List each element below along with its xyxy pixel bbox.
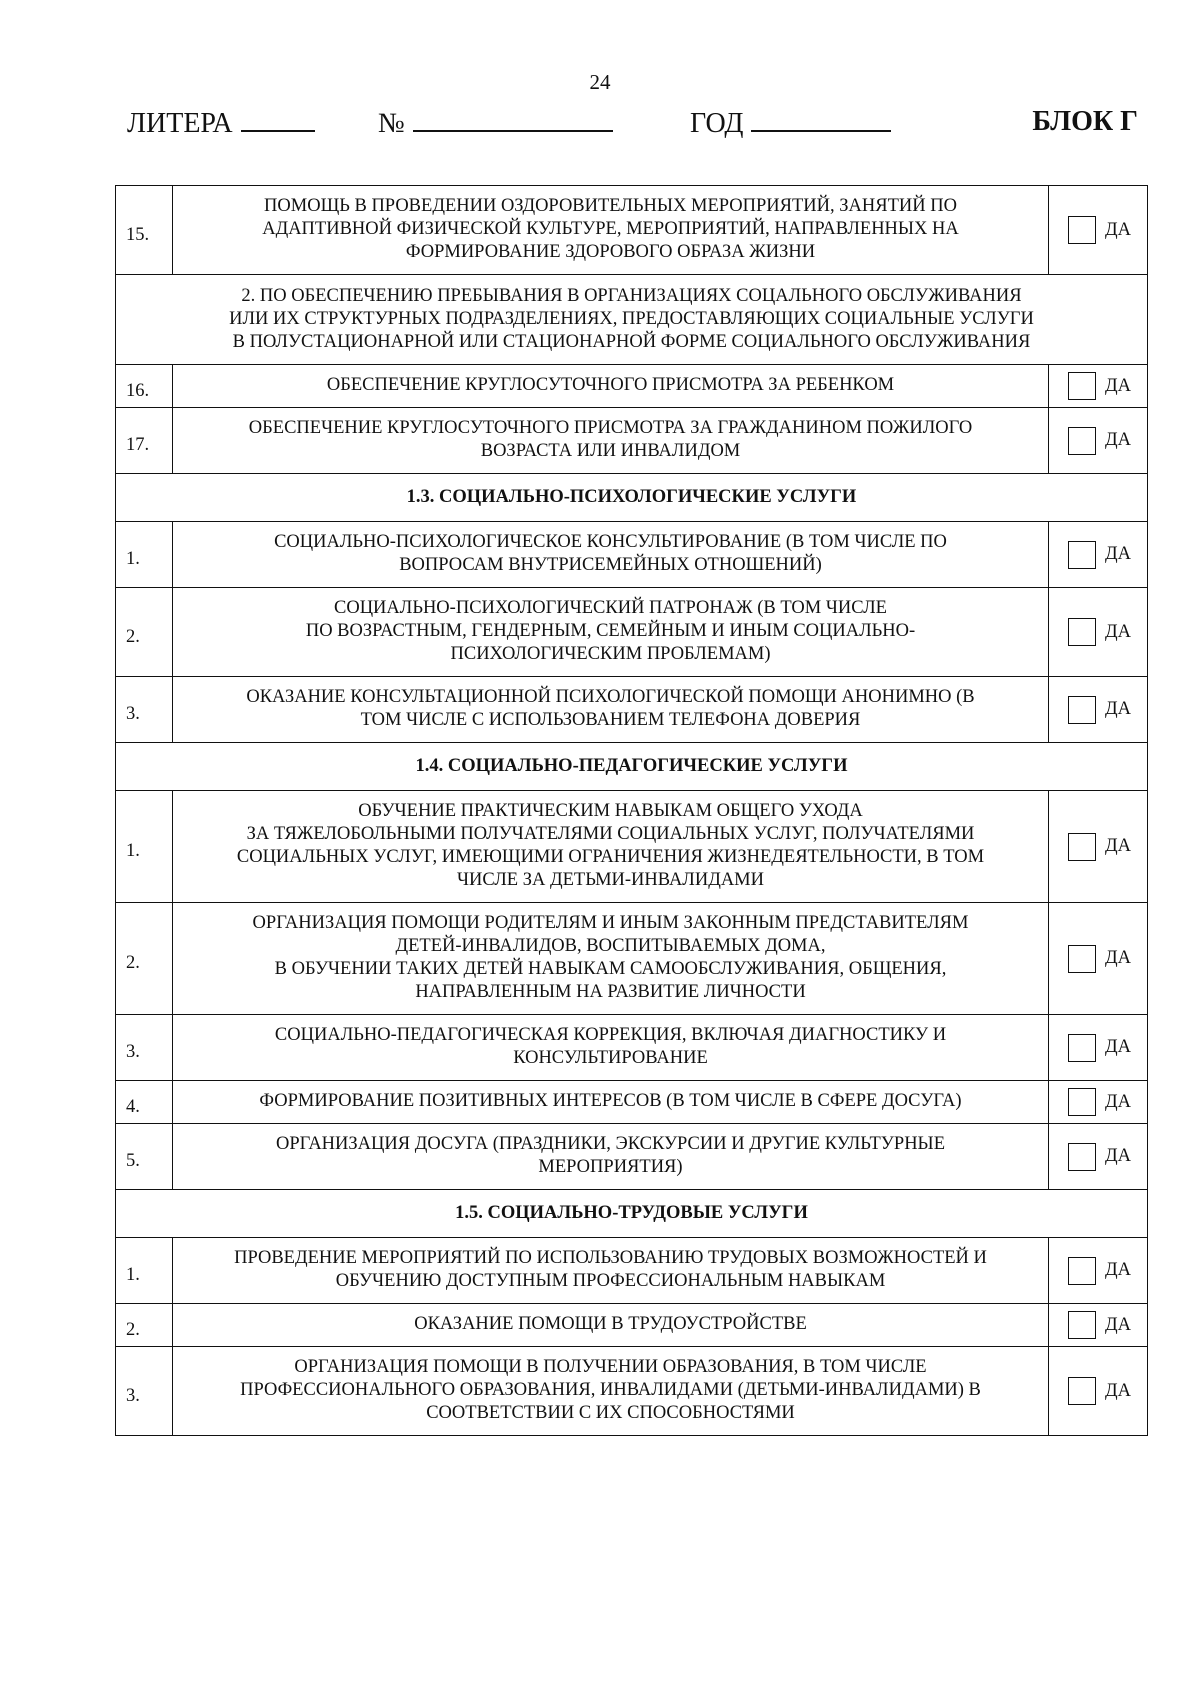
service-row — [116, 186, 1148, 275]
section-title-line: 1.3. СОЦИАЛЬНО-ПСИХОЛОГИЧЕСКИЕ УСЛУГИ — [406, 487, 857, 507]
yes-label: ДА — [1105, 219, 1131, 240]
yes-cell — [1049, 588, 1148, 677]
yes-label: ДА — [1105, 544, 1131, 564]
section-title-line: ИЛИ ИХ СТРУКТУРНЫХ ПОДРАЗДЕЛЕНИЯХ, ПРЕДОСТАВЛЯЮЩИХ СОЦИАЛЬНЫЕ УСЛУГИ — [229, 309, 1034, 329]
yes-checkbox[interactable] — [1068, 945, 1096, 973]
yes-checkbox[interactable] — [1068, 1311, 1096, 1339]
service-number: 1. — [116, 791, 173, 903]
service-row — [116, 365, 1148, 408]
service-row — [116, 1015, 1148, 1081]
service-description-line: ОРГАНИЗАЦИЯ ПОМОЩИ РОДИТЕЛЯМ И ИНЫМ ЗАКОННЫМ ПРЕДСТАВИТЕЛЯМ — [252, 913, 969, 933]
yes-label: ДА — [1105, 1314, 1131, 1335]
service-row — [116, 408, 1148, 474]
section-title — [116, 743, 1148, 791]
section-title-line: В ПОЛУСТАЦИОНАРНОЙ ИЛИ СТАЦИОНАРНОЙ ФОРМЕ СОЦИАЛЬНОГО ОБСЛУЖИВАНИЯ — [232, 332, 1031, 352]
service-description-line: ФОРМИРОВАНИЕ ПОЗИТИВНЫХ ИНТЕРЕСОВ (В ТОМ ЧИСЛЕ В СФЕРЕ ДОСУГА) — [259, 1091, 962, 1111]
yes-checkbox[interactable] — [1068, 696, 1096, 724]
yes-checkbox[interactable] — [1068, 1088, 1096, 1116]
service-row — [116, 1238, 1148, 1304]
service-number: 1. — [116, 1238, 173, 1304]
service-row — [116, 1081, 1148, 1124]
service-description-line: НАПРАВЛЕННЫМ НА РАЗВИТИЕ ЛИЧНОСТИ — [415, 982, 806, 1002]
service-description-line: ВОЗРАСТА ИЛИ ИНВАЛИДОМ — [480, 441, 741, 461]
yes-cell — [1049, 522, 1148, 588]
service-description-line: ВОПРОСАМ ВНУТРИСЕМЕЙНЫХ ОТНОШЕНИЙ) — [399, 555, 822, 575]
section-title-line: 2. ПО ОБЕСПЕЧЕНИЮ ПРЕБЫВАНИЯ В ОРГАНИЗАЦИЯХ СОЦАЛЬНОГО ОБСЛУЖИВАНИЯ — [241, 286, 1022, 306]
yes-label: ДА — [1105, 375, 1131, 396]
section-header-row — [116, 743, 1148, 791]
service-row — [116, 588, 1148, 677]
service-description-line: ОКАЗАНИЕ КОНСУЛЬТАЦИОННОЙ ПСИХОЛОГИЧЕСКОЙ ПОМОЩИ АНОНИМНО (В — [246, 687, 975, 707]
yes-cell — [1049, 677, 1148, 743]
yes-option[interactable] — [1055, 541, 1141, 569]
yes-cell — [1049, 186, 1148, 275]
yes-option[interactable] — [1055, 1143, 1141, 1171]
service-description — [173, 1238, 1049, 1304]
service-row — [116, 1304, 1148, 1347]
section-header-row — [116, 1190, 1148, 1238]
service-description — [173, 408, 1049, 474]
service-description-line: АДАПТИВНОЙ ФИЗИЧЕСКОЙ КУЛЬТУРЕ, МЕРОПРИЯТИЙ, НАПРАВЛЕННЫХ НА — [262, 219, 959, 239]
block-title: БЛОК Г — [1032, 106, 1138, 137]
yes-cell — [1049, 1304, 1148, 1347]
litera-label: ЛИТЕРА — [127, 108, 233, 139]
litera-blank-line[interactable] — [241, 106, 315, 132]
service-number: 3. — [116, 1347, 173, 1436]
service-description-line: ДЕТЕЙ-ИНВАЛИДОВ, ВОСПИТЫВАЕМЫХ ДОМА, — [395, 936, 826, 956]
service-description-line: ОБУЧЕНИЕ ПРАКТИЧЕСКИМ НАВЫКАМ ОБЩЕГО УХОДА — [358, 801, 863, 821]
yes-checkbox[interactable] — [1068, 1143, 1096, 1171]
section-header-row — [116, 275, 1148, 365]
yes-option[interactable] — [1055, 216, 1141, 244]
year-label: ГОД — [690, 108, 744, 139]
form-header — [0, 106, 1200, 146]
section-title — [116, 474, 1148, 522]
service-row — [116, 1347, 1148, 1436]
service-description-line: СОЦИАЛЬНЫХ УСЛУГ, ИМЕЮЩИМИ ОГРАНИЧЕНИЯ ЖИЗНЕДЕЯТЕЛЬНОСТИ, В ТОМ — [236, 847, 985, 867]
yes-option[interactable] — [1055, 618, 1141, 646]
yes-option[interactable] — [1055, 1034, 1141, 1062]
service-description-line: СООТВЕТСТВИИ С ИХ СПОСОБНОСТЯМИ — [426, 1403, 795, 1423]
service-description-line: ОРГАНИЗАЦИЯ ДОСУГА (ПРАЗДНИКИ, ЭКСКУРСИИ И ДРУГИЕ КУЛЬТУРНЫЕ — [275, 1134, 945, 1154]
yes-checkbox[interactable] — [1068, 427, 1096, 455]
year-field — [690, 106, 891, 140]
yes-label: ДА — [1105, 1091, 1131, 1112]
service-description-line: ПО ВОЗРАСТНЫМ, ГЕНДЕРНЫМ, СЕМЕЙНЫМ И ИНЫМ СОЦИАЛЬНО- — [305, 621, 916, 641]
yes-cell — [1049, 1015, 1148, 1081]
service-description-line: ПРОВЕДЕНИЕ МЕРОПРИЯТИЙ ПО ИСПОЛЬЗОВАНИЮ ТРУДОВЫХ ВОЗМОЖНОСТЕЙ И — [234, 1248, 987, 1268]
yes-label: ДА — [1105, 1380, 1131, 1401]
service-number: 1. — [116, 522, 173, 588]
service-number: 2. — [116, 1304, 173, 1347]
yes-option[interactable] — [1055, 1257, 1141, 1285]
service-description — [173, 1081, 1049, 1124]
service-number: 4. — [116, 1081, 173, 1124]
number-field — [378, 106, 613, 140]
service-description-line: ЗА ТЯЖЕЛОБОЛЬНЫМИ ПОЛУЧАТЕЛЯМИ СОЦИАЛЬНЫХ УСЛУГ, ПОЛУЧАТЕЛЯМИ — [246, 824, 975, 844]
yes-checkbox[interactable] — [1068, 372, 1096, 400]
section-header-row — [116, 474, 1148, 522]
yes-option[interactable] — [1055, 945, 1141, 973]
service-description-line: ПСИХОЛОГИЧЕСКИМ ПРОБЛЕМАМ) — [450, 644, 771, 664]
service-number: 16. — [116, 365, 173, 408]
service-description-line: ПРОФЕССИОНАЛЬНОГО ОБРАЗОВАНИЯ, ИНВАЛИДАМИ (ДЕТЬМИ-ИНВАЛИДАМИ) В — [240, 1380, 981, 1400]
service-description-line: ОКАЗАНИЕ ПОМОЩИ В ТРУДОУСТРОЙСТВЕ — [414, 1314, 807, 1334]
litera-field — [127, 106, 315, 140]
service-number: 5. — [116, 1124, 173, 1190]
yes-cell — [1049, 1347, 1148, 1436]
service-description-line: ОБУЧЕНИЮ ДОСТУПНЫМ ПРОФЕССИОНАЛЬНЫМ НАВЫКАМ — [335, 1271, 886, 1291]
service-description-line: ОРГАНИЗАЦИЯ ПОМОЩИ В ПОЛУЧЕНИИ ОБРАЗОВАНИЯ, В ТОМ ЧИСЛЕ — [294, 1357, 927, 1377]
yes-cell — [1049, 1081, 1148, 1124]
service-description-line: МЕРОПРИЯТИЯ) — [538, 1157, 683, 1177]
service-number: 3. — [116, 1015, 173, 1081]
service-description-line: ОБЕСПЕЧЕНИЕ КРУГЛОСУТОЧНОГО ПРИСМОТРА ЗА ГРАЖДАНИНОМ ПОЖИЛОГО — [248, 418, 973, 438]
yes-option[interactable] — [1055, 696, 1141, 724]
service-description — [173, 791, 1049, 903]
service-row — [116, 1124, 1148, 1190]
yes-cell — [1049, 903, 1148, 1015]
service-description-line: СОЦИАЛЬНО-ПЕДАГОГИЧЕСКАЯ КОРРЕКЦИЯ, ВКЛЮЧАЯ ДИАГНОСТИКУ И — [274, 1025, 947, 1045]
yes-checkbox[interactable] — [1068, 541, 1096, 569]
yes-label: ДА — [1105, 948, 1131, 968]
service-description — [173, 1015, 1049, 1081]
yes-label: ДА — [1105, 621, 1131, 642]
yes-option[interactable] — [1055, 372, 1141, 400]
yes-option[interactable] — [1055, 1377, 1141, 1405]
service-description-line: ЧИСЛЕ ЗА ДЕТЬМИ-ИНВАЛИДАМИ — [456, 870, 764, 890]
service-number: 15. — [116, 186, 173, 275]
service-description — [173, 1124, 1049, 1190]
number-blank-line[interactable] — [413, 106, 613, 132]
service-row — [116, 903, 1148, 1015]
service-description — [173, 1347, 1049, 1436]
service-description — [173, 677, 1049, 743]
service-description — [173, 588, 1049, 677]
service-row — [116, 791, 1148, 903]
service-description-line: КОНСУЛЬТИРОВАНИЕ — [513, 1048, 708, 1068]
yes-label: ДА — [1105, 1260, 1131, 1280]
yes-checkbox[interactable] — [1068, 1377, 1096, 1405]
yes-checkbox[interactable] — [1068, 833, 1096, 861]
service-number: 2. — [116, 588, 173, 677]
yes-checkbox[interactable] — [1068, 618, 1096, 646]
page-number: 24 — [589, 70, 611, 94]
yes-option[interactable] — [1055, 427, 1141, 455]
service-row — [116, 677, 1148, 743]
service-description-line: ТОМ ЧИСЛЕ С ИСПОЛЬЗОВАНИЕМ ТЕЛЕФОНА ДОВЕРИЯ — [360, 710, 861, 730]
yes-cell — [1049, 365, 1148, 408]
service-description — [173, 903, 1049, 1015]
services-table — [115, 185, 1148, 1436]
section-title-line: 1.5. СОЦИАЛЬНО-ТРУДОВЫЕ УСЛУГИ — [455, 1203, 808, 1223]
section-title-line: 1.4. СОЦИАЛЬНО-ПЕДАГОГИЧЕСКИЕ УСЛУГИ — [415, 756, 848, 776]
service-description-line: ПОМОЩЬ В ПРОВЕДЕНИИ ОЗДОРОВИТЕЛЬНЫХ МЕРОПРИЯТИЙ, ЗАНЯТИЙ ПО — [264, 196, 957, 216]
yes-cell — [1049, 791, 1148, 903]
services-table-body — [116, 186, 1148, 1436]
service-description — [173, 186, 1049, 275]
yes-option[interactable] — [1055, 833, 1141, 861]
yes-label: ДА — [1105, 699, 1131, 719]
service-description-line: В ОБУЧЕНИИ ТАКИХ ДЕТЕЙ НАВЫКАМ САМООБСЛУЖИВАНИЯ, ОБЩЕНИЯ, — [274, 959, 947, 979]
service-number: 3. — [116, 677, 173, 743]
service-description — [173, 1304, 1049, 1347]
service-number: 2. — [116, 903, 173, 1015]
number-label: № — [378, 108, 405, 139]
service-description-line: ФОРМИРОВАНИЕ ЗДОРОВОГО ОБРАЗА ЖИЗНИ — [405, 242, 816, 262]
yes-checkbox[interactable] — [1068, 1034, 1096, 1062]
yes-checkbox[interactable] — [1068, 1257, 1096, 1285]
yes-option[interactable] — [1055, 1088, 1141, 1116]
section-title — [116, 1190, 1148, 1238]
yes-cell — [1049, 408, 1148, 474]
yes-label: ДА — [1105, 1146, 1131, 1166]
service-description — [173, 522, 1049, 588]
yes-cell — [1049, 1124, 1148, 1190]
service-row — [116, 522, 1148, 588]
service-number: 17. — [116, 408, 173, 474]
year-blank-line[interactable] — [751, 106, 891, 132]
service-description-line: СОЦИАЛЬНО-ПСИХОЛОГИЧЕСКОЕ КОНСУЛЬТИРОВАНИЕ (В ТОМ ЧИСЛЕ ПО — [274, 532, 947, 552]
yes-cell — [1049, 1238, 1148, 1304]
service-description — [173, 365, 1049, 408]
service-description-line: ОБЕСПЕЧЕНИЕ КРУГЛОСУТОЧНОГО ПРИСМОТРА ЗА РЕБЕНКОМ — [326, 375, 895, 395]
service-description-line: СОЦИАЛЬНО-ПСИХОЛОГИЧЕСКИЙ ПАТРОНАЖ (В ТОМ ЧИСЛЕ — [334, 598, 887, 618]
section-title — [116, 275, 1148, 365]
yes-label: ДА — [1105, 836, 1131, 856]
yes-label: ДА — [1105, 430, 1131, 450]
yes-checkbox[interactable] — [1068, 216, 1096, 244]
yes-label: ДА — [1105, 1037, 1131, 1057]
yes-option[interactable] — [1055, 1311, 1141, 1339]
